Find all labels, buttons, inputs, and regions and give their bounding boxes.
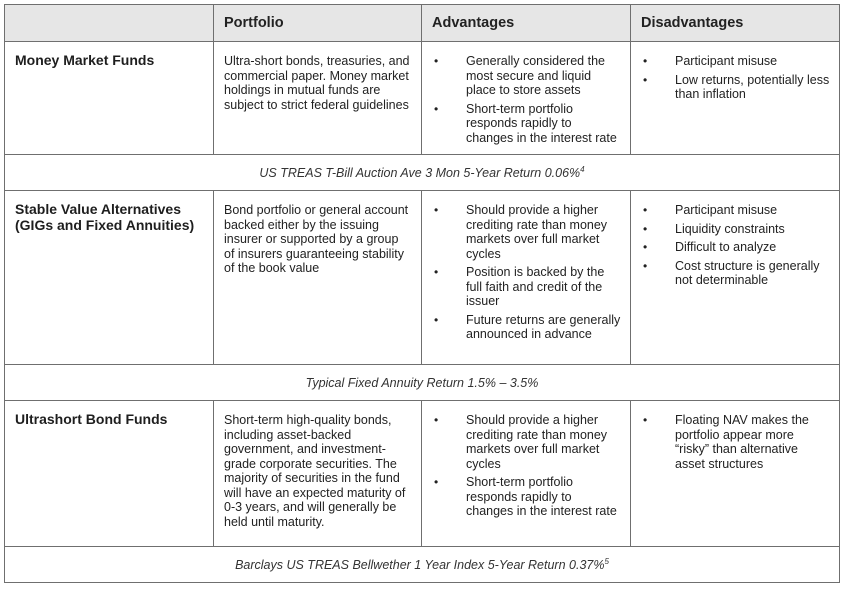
bullet-icon: • — [434, 413, 439, 427]
list-item — [631, 203, 831, 218]
return-summary-text: US TREAS T-Bill Auction Ave 3 Mon 5-Year Return 0.06% — [259, 165, 581, 180]
list-item-text: Liquidity constraints — [675, 221, 785, 236]
header-disadvantages: Disadvantages — [631, 5, 840, 42]
disadvantages-cell — [631, 42, 840, 155]
bullet-icon: • — [434, 203, 439, 217]
list-item-text: Participant misuse — [675, 54, 778, 68]
footnote-ref: 5 — [604, 556, 609, 566]
list-item — [422, 102, 622, 146]
header-portfolio: Portfolio — [214, 5, 422, 42]
list-item — [422, 313, 622, 342]
table-row — [5, 191, 840, 365]
portfolio-description: Bond portfolio or general account backed either by the issuing insurer or supported by a group of insurers guaranteeing stability of the book value — [214, 191, 422, 365]
disadvantages-list — [631, 54, 831, 102]
list-item-text: Difficult to analyze — [675, 240, 777, 254]
summary-row — [5, 365, 840, 401]
list-item — [422, 475, 622, 519]
advantages-cell — [422, 401, 631, 547]
list-item-text: Position is backed by the full faith and credit of the issuer — [466, 265, 605, 308]
list-item-text: Cost structure is generally not determinable — [675, 258, 820, 287]
header-row — [5, 5, 840, 42]
advantages-list — [422, 54, 622, 145]
table-row — [5, 42, 840, 155]
list-item-text: Future returns are generally announced in advance — [466, 312, 621, 341]
bullet-icon: • — [643, 413, 648, 427]
disadvantages-cell — [631, 191, 840, 365]
summary-row — [5, 547, 840, 583]
bullet-icon: • — [643, 258, 648, 273]
footnote-ref: 4 — [580, 164, 585, 174]
bullet-icon: • — [643, 72, 648, 87]
list-item-text: Short-term portfolio responds rapidly to changes in the interest rate — [466, 475, 617, 518]
list-item-text: Short-term portfolio responds rapidly to changes in the interest rate — [466, 101, 617, 145]
list-item-text: Low returns, potentially less than inflation — [675, 72, 830, 101]
list-item — [422, 265, 622, 309]
list-item — [631, 240, 831, 255]
portfolio-description: Short-term high-quality bonds, including asset-backed government, and investment-grade corporate securities. The majority of securities in the fund will have an expected maturity of 0-3 years, and will generally be held until maturity. — [214, 401, 422, 547]
fund-name: Ultrashort Bond Funds — [5, 401, 214, 547]
table-row — [5, 401, 840, 547]
header-advantages: Advantages — [422, 5, 631, 42]
bullet-icon: • — [434, 265, 439, 279]
list-item — [631, 259, 831, 288]
list-item-text: Should provide a higher crediting rate than money markets over full market cycles — [466, 203, 608, 261]
list-item — [631, 222, 831, 237]
fund-name: Money Market Funds — [5, 42, 214, 155]
bullet-icon: • — [643, 203, 648, 217]
bullet-icon: • — [434, 312, 439, 327]
return-summary-text: Barclays US TREAS Bellwether 1 Year Index 5-Year Return 0.37% — [235, 557, 605, 572]
summary-row — [5, 155, 840, 191]
bullet-icon: • — [643, 221, 648, 236]
header-blank — [5, 5, 214, 42]
comparison-table-wrapper — [4, 4, 840, 583]
disadvantages-list — [631, 203, 831, 288]
disadvantages-list — [631, 413, 831, 471]
list-item — [631, 54, 831, 69]
list-item-text: Floating NAV makes the portfolio appear more “risky” than alternative asset structures — [675, 413, 809, 471]
return-summary — [5, 155, 840, 191]
bullet-icon: • — [643, 54, 648, 68]
advantages-cell — [422, 42, 631, 155]
list-item-text: Should provide a higher crediting rate than money markets over full market cycles — [466, 413, 608, 471]
comparison-table — [4, 4, 840, 583]
list-item-text: Generally considered the most secure and liquid place to store assets — [466, 54, 605, 97]
list-item — [422, 413, 622, 471]
bullet-icon: • — [434, 54, 439, 68]
bullet-icon: • — [434, 101, 439, 116]
fund-name: Stable Value Alternatives (GIGs and Fixed Annuities) — [5, 191, 214, 365]
advantages-cell — [422, 191, 631, 365]
portfolio-description: Ultra-short bonds, treasuries, and commercial paper. Money market holdings in mutual funds are subject to strict federal guidelines — [214, 42, 422, 155]
bullet-icon: • — [434, 475, 439, 489]
advantages-list — [422, 203, 622, 342]
advantages-list — [422, 413, 622, 519]
list-item — [631, 73, 831, 102]
list-item-text: Participant misuse — [675, 203, 778, 217]
list-item — [422, 203, 622, 261]
return-summary-text: Typical Fixed Annuity Return 1.5% – 3.5% — [305, 375, 539, 390]
list-item — [631, 413, 831, 471]
return-summary — [5, 547, 840, 583]
list-item — [422, 54, 622, 98]
disadvantages-cell — [631, 401, 840, 547]
return-summary — [5, 365, 840, 401]
bullet-icon: • — [643, 240, 648, 254]
